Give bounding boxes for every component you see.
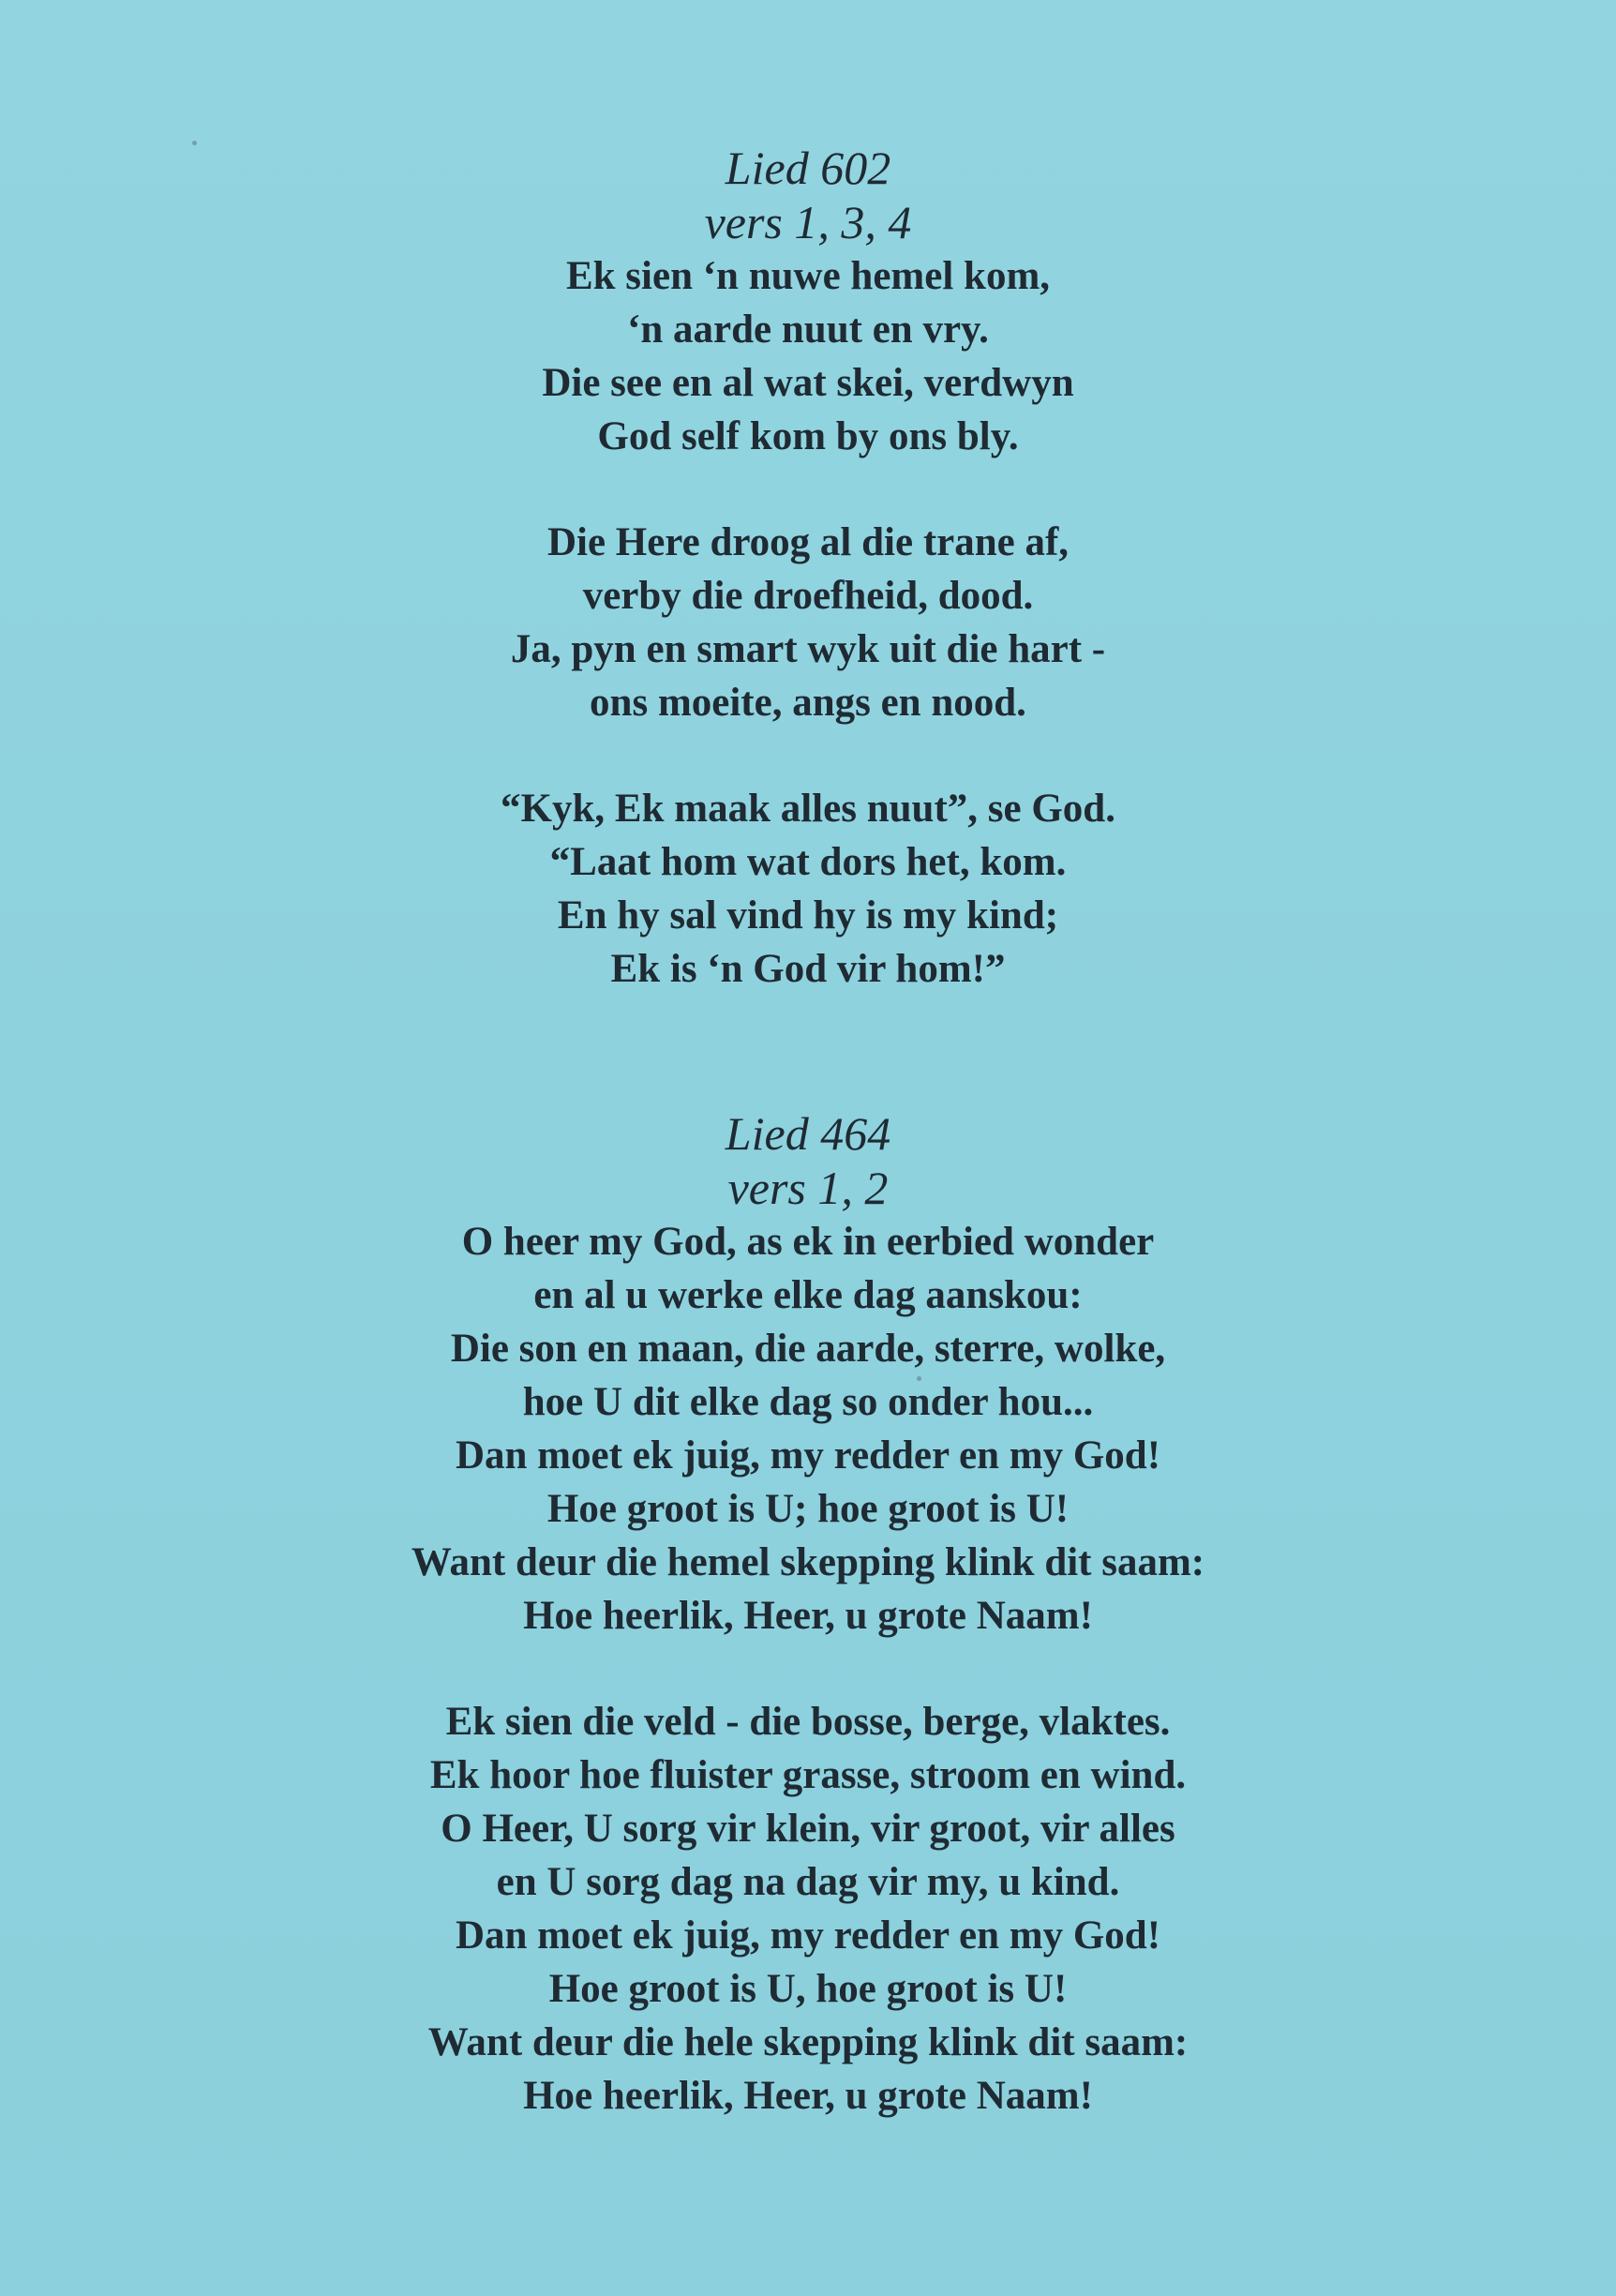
lyric-line: “Laat hom wat dors het, kom. [549,840,1067,884]
lyric-line: En hy sal vind hy is my kind; [557,893,1059,938]
lyric-line: Hoe heerlik, Heer, u grote Naam! [523,1594,1093,1638]
stanza-3 [0,782,1616,996]
lyric-line: Hoe groot is U; hoe groot is U! [546,1487,1070,1531]
lyric-line: Want deur die hele skepping klink dit saam: [427,2020,1189,2064]
lyric-line: hoe U dit elke dag so onder hou... [522,1380,1094,1424]
lyric-line: Ek hoor hoe fluister grasse, stroom en wind. [429,1753,1187,1797]
lyric-line: en U sorg dag na dag vir my, u kind. [496,1860,1120,1904]
lyric-line: en al u werke elke dag aanskou: [533,1273,1083,1317]
lyric-line: Ek is ‘n God vir hom!” [610,947,1006,991]
stanza-2 [0,1695,1616,2123]
lyric-line: O heer my God, as ek in eerbied wonder [461,1220,1155,1264]
hymn-verse-numbers: vers 1, 3, 4 [704,196,912,248]
lyric-line: ‘n aarde nuut en vry. [627,308,989,352]
stanza-1 [0,1215,1616,1643]
lyric-line: ons moeite, angs en nood. [590,681,1026,725]
lyric-line: Dan moet ek juig, my redder en my God! [455,1913,1161,1958]
lyric-line: Die see en al wat skei, verdwyn [542,361,1074,405]
lyric-line: Hoe heerlik, Heer, u grote Naam! [523,2074,1093,2118]
hymn-lied-464 [0,1106,1616,2123]
lyric-line: Want deur die hemel skepping klink dit saam: [411,1540,1205,1584]
lyric-line: God self kom by ons bly. [597,414,1019,458]
hymn-lied-602 [0,141,1616,996]
lyric-line: Die Here droog al die trane af, [546,520,1070,564]
lyric-line: Hoe groot is U, hoe groot is U! [548,1967,1068,2011]
lyric-line: Ja, pyn en smart wyk uit die hart - [510,627,1106,671]
hymn-title: Lied 602 [725,142,891,194]
lyric-line: O Heer, U sorg vir klein, vir groot, vir alles [441,1807,1175,1851]
lyric-line: Die son en maan, die aarde, sterre, wolke, [450,1327,1166,1371]
stanza-1 [0,249,1616,463]
lyric-line: verby die droefheid, dood. [582,574,1034,618]
hymn-verse-numbers: vers 1, 2 [727,1162,889,1214]
lyric-line: Ek sien ‘n nuwe hemel kom, [565,254,1051,298]
lyric-line: Ek sien die veld - die bosse, berge, vlaktes. [445,1700,1171,1744]
hymn-title: Lied 464 [725,1107,891,1160]
lyric-line: “Kyk, Ek maak alles nuut”, se God. [501,787,1115,831]
stanza-2 [0,516,1616,729]
lyric-line: Dan moet ek juig, my redder en my God! [455,1433,1161,1478]
